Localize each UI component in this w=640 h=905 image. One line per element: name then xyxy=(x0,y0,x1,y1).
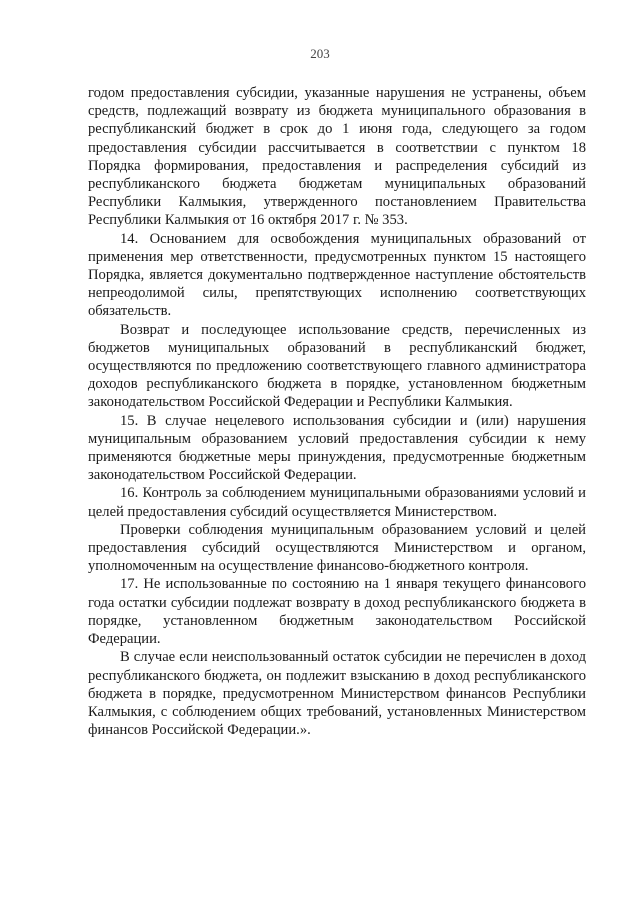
paragraph-item-16: 16. Контроль за соблюдением муниципальными образованиями условий и целей предоставления субсидий осуществляется Министерством. xyxy=(88,485,586,520)
paragraph-item-15: 15. В случае нецелевого использования субсидии и (или) нарушения муниципальным образованием условий предоставления субсидии к нему применяются бюджетные меры принуждения, предусмотренные бюджетным законодательством Российской Федерации. xyxy=(88,412,586,484)
page-number: 203 xyxy=(310,46,330,61)
paragraph-item-14: 14. Основанием для освобождения муниципальных образований от применения мер ответственности, предусмотренных пунктом 15 настоящего Порядка, является документально подтвержденное наступление обстоятельств непреодолимой силы, препятствующих исполнению соответствующих обязательств. xyxy=(88,230,586,320)
paragraph-unspent-balance: В случае если неиспользованный остаток субсидии не перечислен в доход республиканского бюджета, он подлежит взысканию в доход республиканского бюджета в порядке, предусмотренном Министерством финансов Республики Калмыкия, с соблюдением общих требований, установленных Министерством финансов Российской Федерации.». xyxy=(88,649,586,739)
document-body xyxy=(88,84,586,739)
paragraph-inspections: Проверки соблюдения муниципальным образованием условий и целей предоставления субсидий осуществляются Министерством и органом, уполномоченным на осуществление финансово-бюджетного контроля. xyxy=(88,521,586,575)
paragraph-continuation: годом предоставления субсидии, указанные нарушения не устранены, объем средств, подлежащий возврату из бюджета муниципального образования в республиканский бюджет в срок до 1 июня года, следующего за годом предоставления субсидии рассчитывается в соответствии с пунктом 18 Порядка формирования, предоставления и распределения субсидий из республиканского бюджета бюджетам муниципальных образований Республики Калмыкия, утвержденного постановлением Правительства Республики Калмыкия от 16 октября 2017 г. № 353. xyxy=(88,85,586,229)
paragraph-refund-usage: Возврат и последующее использование средств, перечисленных из бюджетов муниципальных образований в республиканский бюджет, осуществляются по предложению соответствующего главного администратора доходов республиканского бюджета в порядке, установленном бюджетным законодательством Российской Федерации и Республики Калмыкия. xyxy=(88,321,586,411)
paragraph-item-17: 17. Не использованные по состоянию на 1 января текущего финансового года остатки субсидии подлежат возврату в доход республиканского бюджета в порядке, установленном бюджетным законодательством Российской Федерации. xyxy=(88,576,586,648)
